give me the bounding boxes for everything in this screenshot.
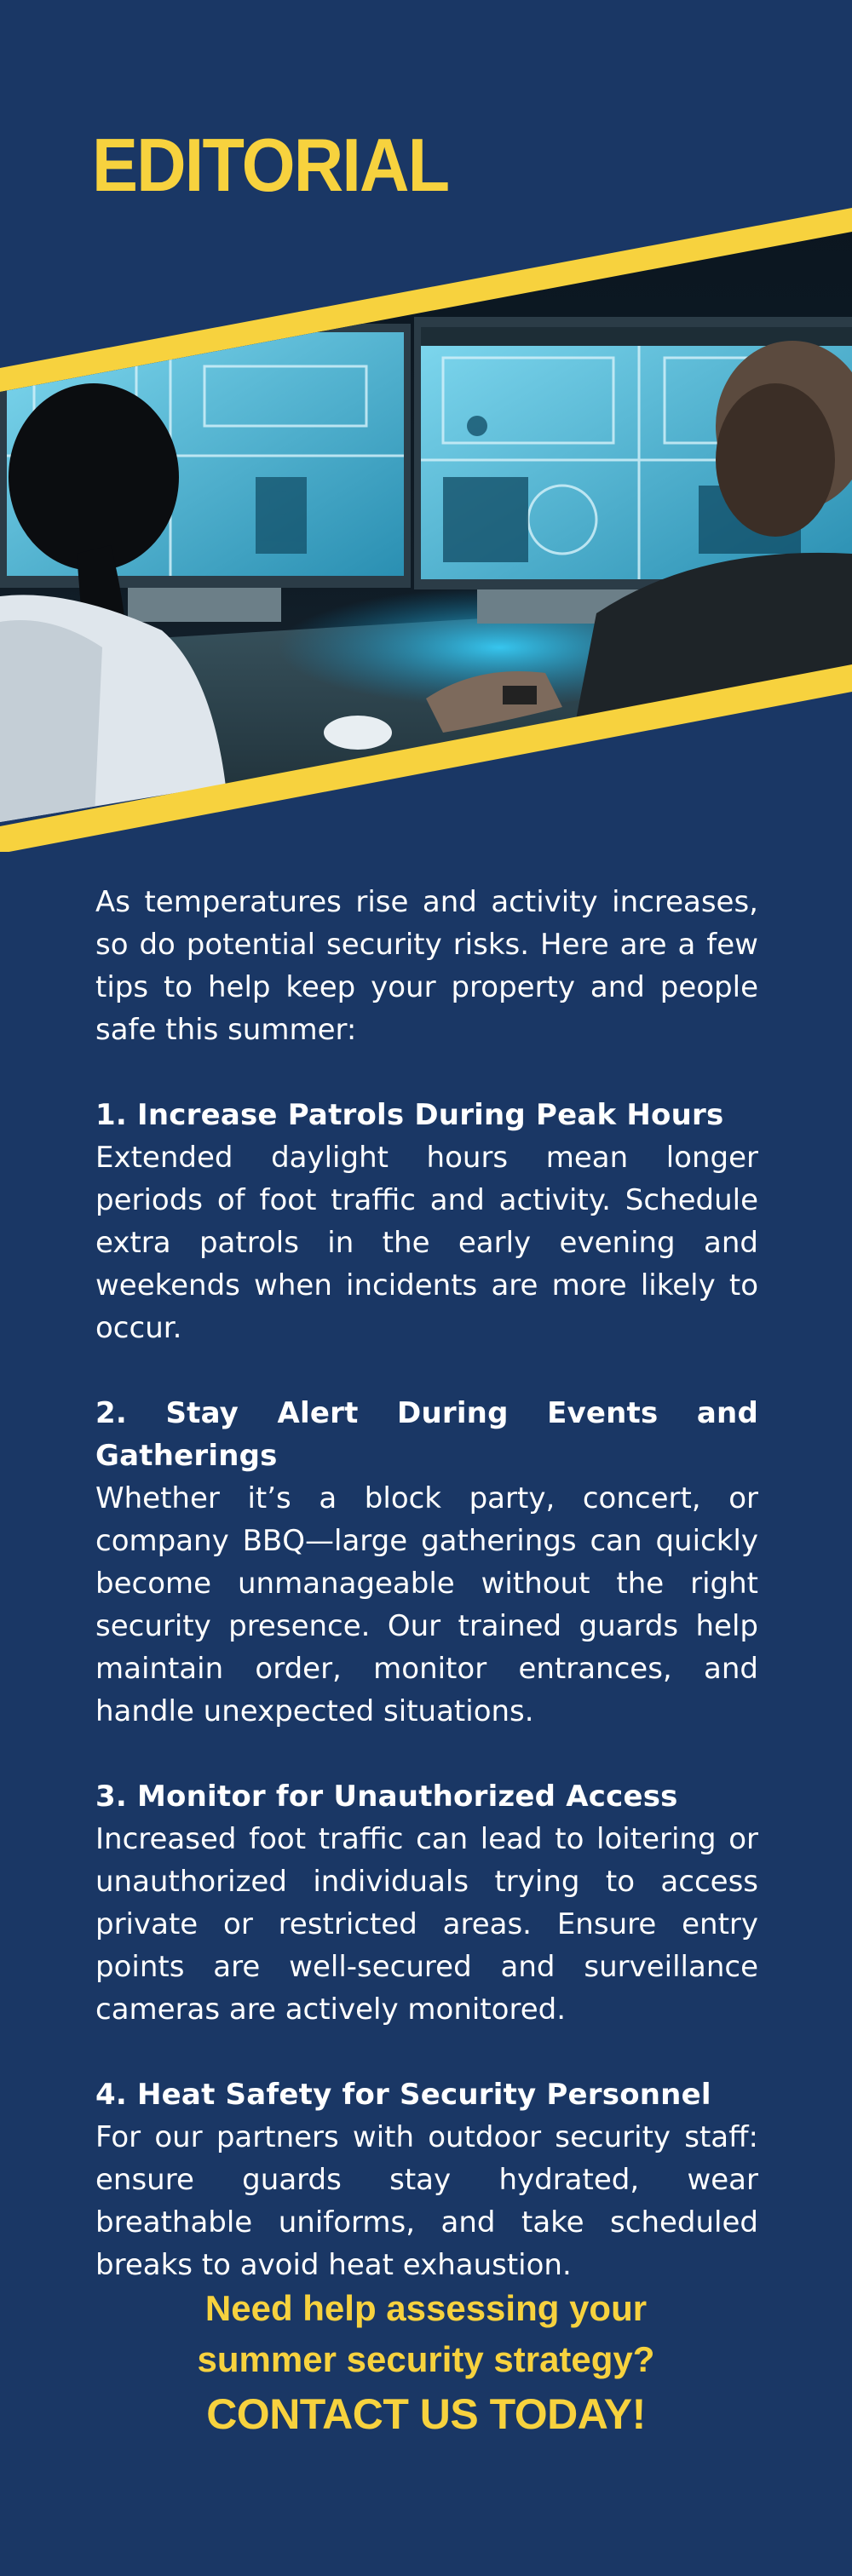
tip-title: 2. Stay Alert During Events and Gatherings	[95, 1396, 758, 1473]
call-to-action	[0, 2283, 852, 2441]
tip-text: Extended daylight hours mean longer periods of foot traffic and activity. Schedule extra patrols in the early evening and weekends when incidents are more likely to occur.	[95, 1141, 758, 1345]
tip-text: For our partners with outdoor security staff: ensure guards stay hydrated, wear breathable uniforms, and take scheduled breaks to avoid heat exhaustion.	[95, 2120, 758, 2282]
cta-line-2: summer security strategy?	[197, 2339, 655, 2379]
tip-title: 4. Heat Safety for Security Personnel	[95, 2078, 711, 2112]
tip-4	[95, 2073, 758, 2286]
tip-title: 1. Increase Patrols During Peak Hours	[95, 1098, 724, 1132]
page-title: EDITORIAL	[92, 123, 449, 207]
tip-title: 3. Monitor for Unauthorized Access	[95, 1780, 678, 1814]
tip-3	[95, 1775, 758, 2031]
contact-us-link[interactable]: CONTACT US TODAY!	[206, 2390, 646, 2438]
surveillance-photo	[0, 0, 852, 852]
cta-line-1: Need help assessing your	[204, 2288, 648, 2328]
tip-2	[95, 1392, 758, 1733]
intro-paragraph: As temperatures rise and activity increases, so do potential security risks. Here are a few tips to help keep your property and people safe this summer:	[95, 885, 758, 1047]
tip-text: Whether it’s a block party, concert, or company BBQ—large gatherings can quickly become unmanageable without the right security presence. Our trained guards help maintain order, monitor entrances, and handle unexpected situations.	[95, 1481, 758, 1728]
tip-1	[95, 1094, 758, 1349]
tip-text: Increased foot traffic can lead to loitering or unauthorized individuals trying to access private or restricted areas. Ensure entry points are well-secured and surveillance cameras are actively monitored.	[95, 1822, 758, 2027]
article-body	[95, 881, 758, 2329]
